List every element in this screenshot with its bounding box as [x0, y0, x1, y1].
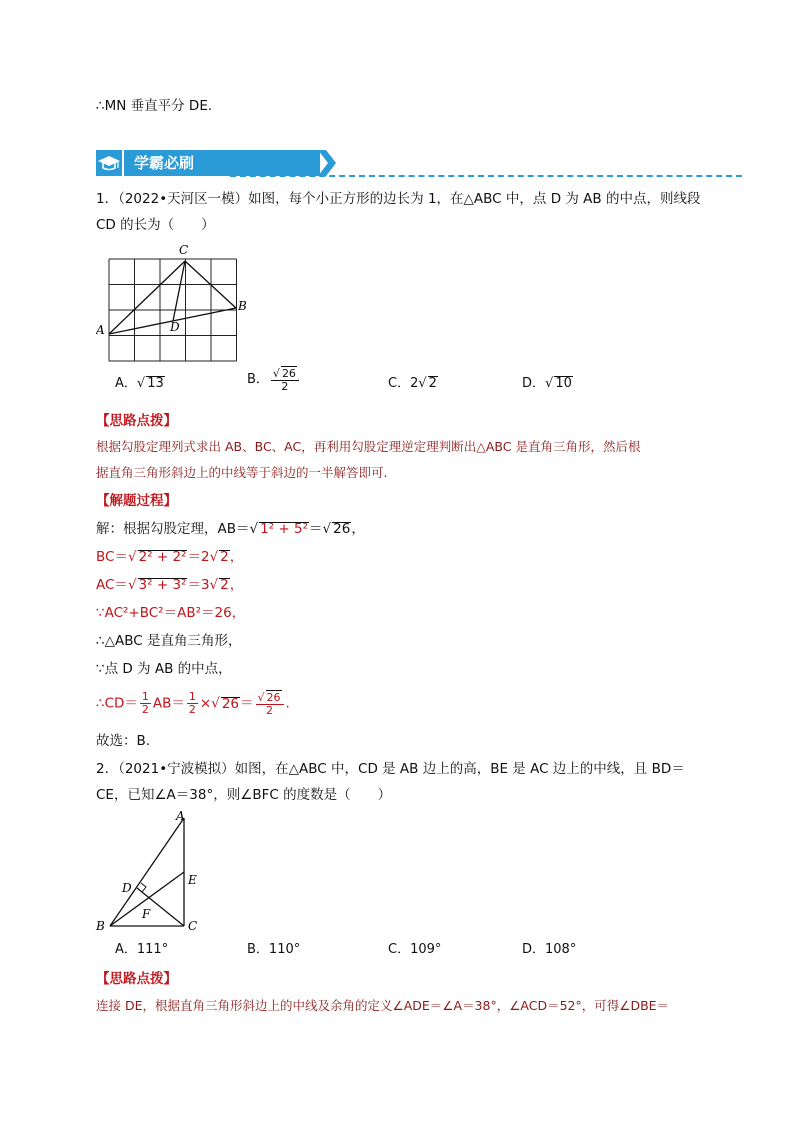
q1-step-ab: 解：根据勾股定理，AB＝√ 1² + 5²＝√ 26，: [96, 521, 365, 537]
q2-option-c[interactable]: C．109°: [388, 942, 442, 957]
q1-option-b[interactable]: [247, 366, 301, 393]
q1-stem-line1: 1．（2022•天河区一模）如图，每个小正方形的边长为 1，在△ABC 中，点 D 为 AB 的中点，则线段: [96, 191, 701, 207]
q1-step-ac-result: 2: [220, 577, 229, 593]
q1-grid-figure: [96, 240, 256, 365]
q1-step-cd-frac1-num: 1: [141, 690, 149, 703]
q1-step-cd-frac1-den: 2: [141, 703, 149, 716]
q1-step-cd-prefix: ∴CD＝: [96, 695, 138, 712]
q1-step-bc: BC＝√ 2² + 2²＝2√ 2，: [96, 549, 244, 565]
q1-option-a-prefix: A．: [115, 376, 137, 391]
q1-label-d: D: [170, 320, 180, 334]
q1-step-cd-eq: ＝: [240, 695, 254, 712]
q2-label-c: C: [188, 919, 198, 933]
q2-label-f: F: [142, 907, 151, 921]
q1-stem-line2: CD 的长为（ ）: [96, 217, 215, 233]
q1-option-c-coef: 2: [410, 376, 419, 391]
q1-hint-line1: 根据勾股定理列式求出 AB、BC、AC，再利用勾股定理逆定理判断出△ABC 是直角三角形，然后根: [96, 439, 641, 454]
q1-step-ab-result: 26: [333, 521, 351, 537]
banner-divider: [230, 175, 742, 177]
q1-step-ac-prefix: AC＝: [96, 577, 128, 593]
q1-step-right-triangle: ∴△ABC 是直角三角形，: [96, 633, 242, 649]
q2-option-d[interactable]: D．108°: [522, 942, 577, 957]
q1-option-c-radicand: 2: [428, 376, 437, 391]
q1-step-cd: ∴CD＝ $\frac{1}{2}$ AB＝ $\frac{1}{2}$ ×√ 26＝ $\frac{√ 26}{2}$ .: [96, 690, 290, 717]
q1-answer: 故选：B.: [96, 733, 151, 749]
q1-step-cd-frac2-num: 1: [188, 690, 196, 703]
q1-step-bc-radicand: 2² + 2²: [138, 549, 187, 565]
intro-line: ∴MN 垂直平分 DE.: [96, 98, 213, 114]
q2-hint-tag: 【思路点拨】: [96, 971, 177, 987]
q1-option-b-numerator: 26: [281, 367, 296, 380]
q1-step-bc-eq: ＝2: [187, 549, 210, 565]
q1-option-b-prefix: B．: [247, 372, 269, 387]
q1-step-ac: AC＝√ 3² + 3²＝3√ 2，: [96, 577, 244, 593]
q1-step-bc-prefix: BC＝: [96, 549, 128, 565]
q1-label-c: C: [179, 243, 189, 257]
q1-step-ac-eq: ＝3: [187, 577, 210, 593]
q1-option-d[interactable]: D．√ 10: [522, 376, 572, 391]
q1-option-d-radicand: 10: [555, 376, 572, 391]
q1-hint-tag: 【思路点拨】: [96, 413, 177, 429]
q1-step-cd-end: .: [285, 695, 290, 712]
q1-step-cd-times: ×: [199, 695, 212, 712]
q1-step-ab-radicand: 1² + 5²: [260, 521, 309, 537]
q1-step-ab-eq: ＝: [309, 521, 323, 537]
q1-step-cd-frac3-den: 2: [266, 704, 274, 717]
q2-option-a[interactable]: A．111°: [115, 942, 169, 957]
q1-step-cd-frac3-num: 26: [266, 691, 281, 704]
graduation-cap-icon: [96, 150, 122, 176]
q1-step-ab-end: ，: [351, 521, 365, 537]
q2-label-a: A: [176, 809, 185, 823]
q1-step-midpoint: ∵点 D 为 AB 的中点，: [96, 661, 232, 677]
q2-hint-line1: 连接 DE，根据直角三角形斜边上的中线及余角的定义∠ADE＝∠A＝38°，∠ACD＝52°，可得∠DBE＝: [96, 998, 670, 1013]
q1-label-a: A: [96, 323, 105, 337]
q2-triangle-figure: [92, 808, 217, 938]
q1-step-bc-end: ，: [229, 549, 244, 565]
q1-step-ab-prefix: 解：根据勾股定理，AB＝: [96, 521, 250, 537]
q1-option-d-prefix: D．: [522, 376, 546, 391]
banner-title: 学霸必刷: [124, 150, 320, 176]
q2-label-d: D: [122, 881, 132, 895]
q2-option-b[interactable]: B．110°: [247, 942, 301, 957]
q1-hint-line2: 据直角三角形斜边上的中线等于斜边的一半解答即可.: [96, 465, 388, 480]
q1-option-c-prefix: C．: [388, 376, 411, 391]
q1-step-cd-frac2-den: 2: [188, 703, 196, 716]
q2-stem-line2: CE，已知∠A＝38°，则∠BFC 的度数是（ ）: [96, 787, 392, 803]
q1-step-cd-mid: AB＝: [152, 695, 185, 712]
q1-step-ac-radicand: 3² + 3²: [138, 577, 187, 593]
chevron-right-icon: [318, 150, 338, 176]
q1-step-cd-radicand: 26: [221, 695, 240, 712]
q1-option-a[interactable]: A．√ 13: [115, 376, 164, 391]
q1-option-b-fraction: $\frac{√ 26}{2}$: [271, 366, 299, 393]
q1-step-converse: ∵AC²+BC²＝AB²＝26，: [96, 605, 246, 621]
q1-option-c[interactable]: C．2√ 2: [388, 376, 437, 391]
q2-stem-line1: 2．（2021•宁波模拟）如图，在△ABC 中，CD 是 AB 边上的高，BE 是 AC 边上的中线，且 BD＝: [96, 761, 685, 777]
q1-option-b-denominator: 2: [281, 380, 289, 393]
q1-step-bc-result: 2: [220, 549, 229, 565]
q1-label-b: B: [238, 299, 247, 313]
q1-option-a-radicand: 13: [147, 376, 164, 391]
q2-label-e: E: [188, 873, 197, 887]
q1-step-ac-end: ，: [229, 577, 244, 593]
q2-label-b: B: [96, 919, 105, 933]
q1-solve-tag: 【解题过程】: [96, 493, 177, 509]
